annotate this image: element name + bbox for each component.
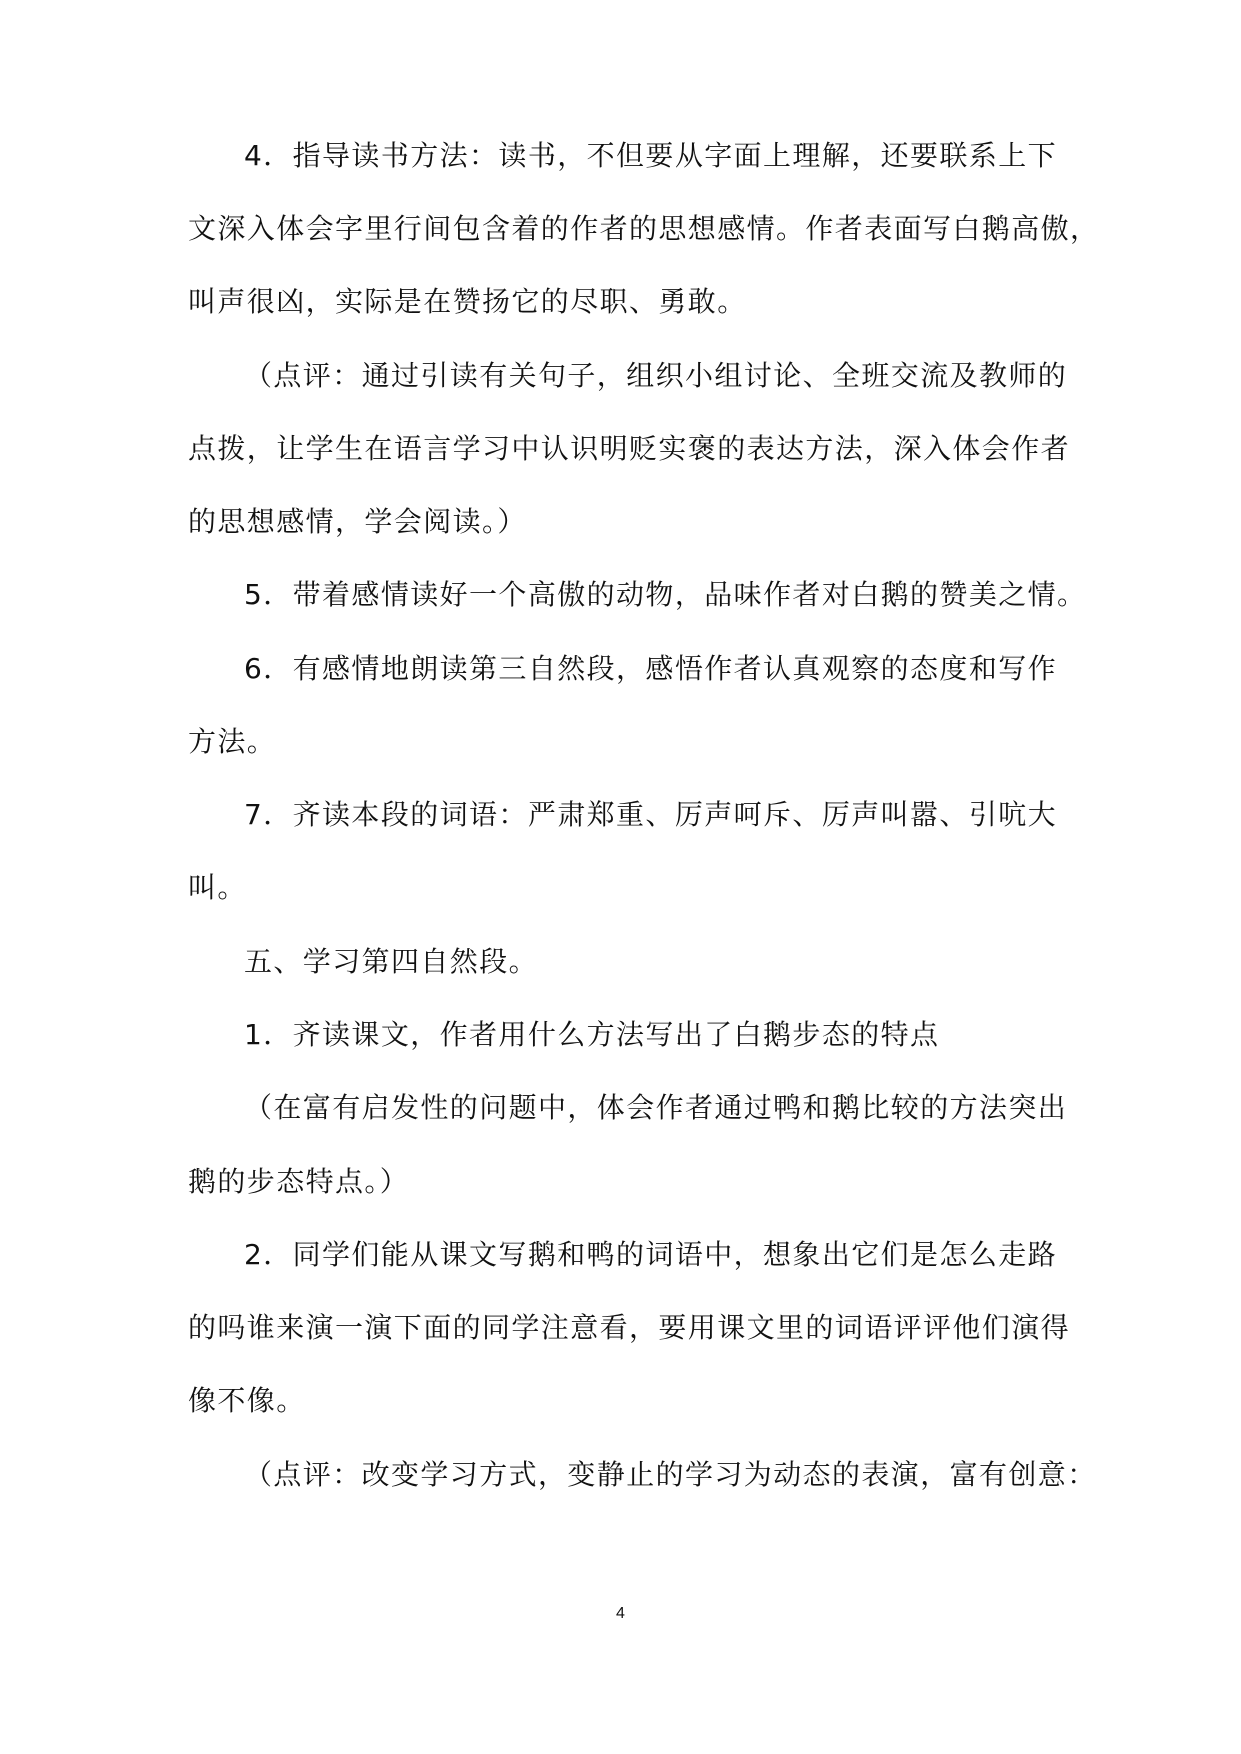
text-line: （在富有启发性的问题中，体会作者通过鸭和鹅比较的方法突出 bbox=[244, 1091, 1068, 1124]
text-line: 的吗谁来演一演下面的同学注意看，要用课文里的词语评评他们演得 bbox=[188, 1311, 1071, 1344]
text-line: 7．齐读本段的词语：严肃郑重、厉声呵斥、厉声叫嚣、引吭大 bbox=[244, 798, 1058, 831]
text-line: 1．齐读课文，作者用什么方法写出了白鹅步态的特点 bbox=[244, 1018, 940, 1051]
text-line: 方法。 bbox=[188, 725, 277, 758]
text-line: 叫。 bbox=[188, 871, 247, 904]
text-line: 点拨，让学生在语言学习中认识明贬实褒的表达方法，深入体会作者 bbox=[188, 432, 1071, 465]
page-number: 4 bbox=[616, 1605, 625, 1622]
text-line: 鹅的步态特点。） bbox=[188, 1165, 410, 1198]
text-line: （点评：改变学习方式，变静止的学习为动态的表演，富有创意： bbox=[244, 1458, 1097, 1491]
text-line: 五、学习第四自然段。 bbox=[244, 945, 539, 978]
text-line: 文深入体会字里行间包含着的作者的思想感情。作者表面写白鹅高傲， bbox=[188, 212, 1100, 245]
text-line: 5．带着感情读好一个高傲的动物，品味作者对白鹅的赞美之情。 bbox=[244, 578, 1087, 611]
text-line: 6．有感情地朗读第三自然段，感悟作者认真观察的态度和写作 bbox=[244, 652, 1058, 685]
text-line: 的思想感情，学会阅读。） bbox=[188, 505, 527, 538]
text-line: 像不像。 bbox=[188, 1384, 306, 1417]
text-line: （点评：通过引读有关句子，组织小组讨论、全班交流及教师的 bbox=[244, 359, 1068, 392]
text-line: 4．指导读书方法：读书，不但要从字面上理解，还要联系上下 bbox=[244, 139, 1058, 172]
text-line: 2．同学们能从课文写鹅和鸭的词语中，想象出它们是怎么走路 bbox=[244, 1238, 1058, 1271]
text-line: 叫声很凶，实际是在赞扬它的尽职、勇敢。 bbox=[188, 285, 747, 318]
